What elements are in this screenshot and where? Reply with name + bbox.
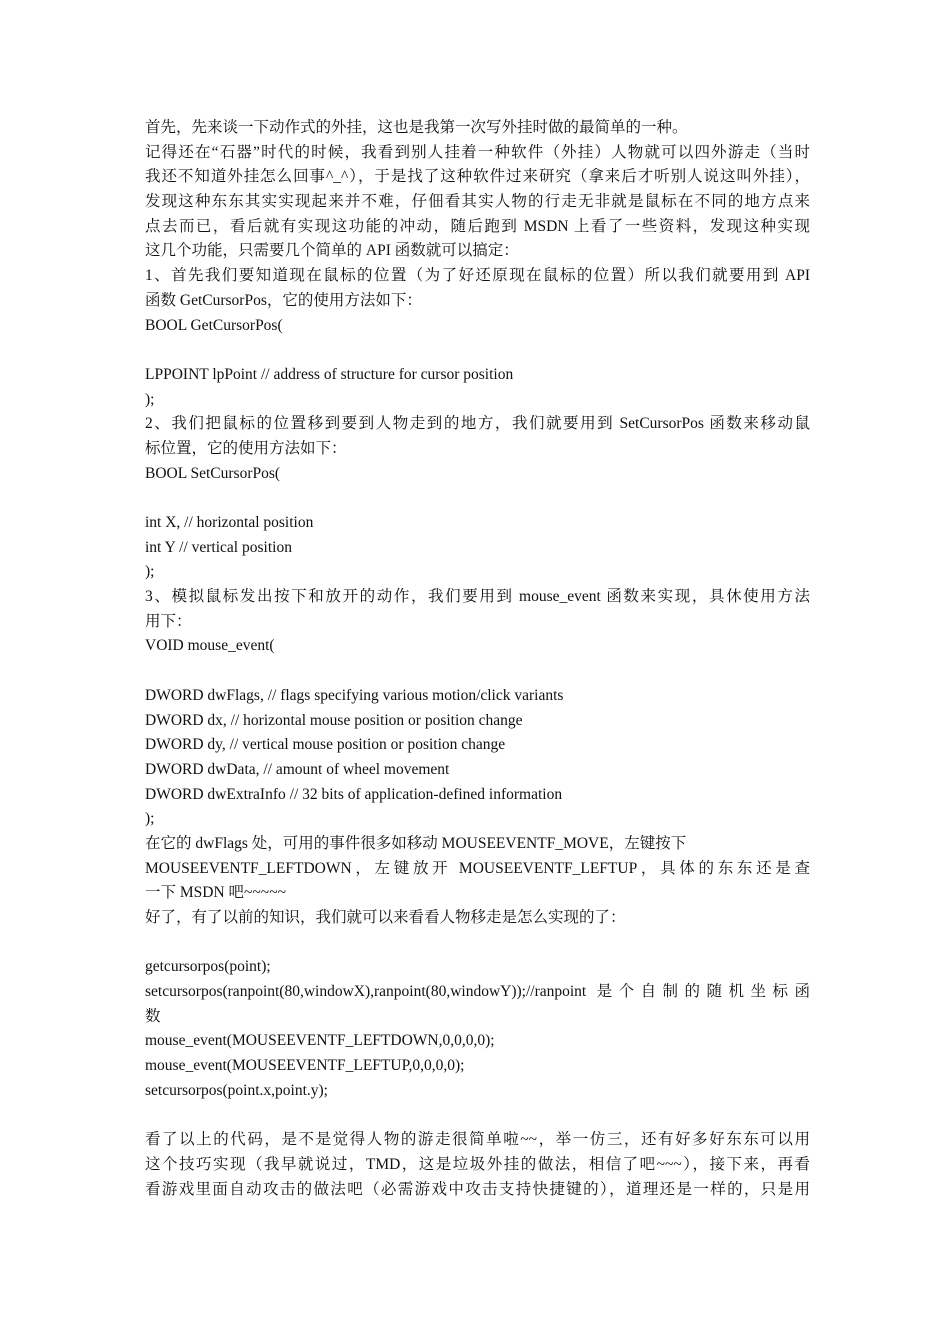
text-line-17: 看了以上的代码，是不是觉得人物的游走很简单啦~~，举一仿三，还有好多好东东可以用 [145, 1131, 810, 1149]
text-line-9: 2、我们把鼠标的位置移到要到人物走到的地方，我们就要用到 SetCursorPos 函数来移动鼠 [145, 415, 810, 433]
text-line-8: 函数 GetCursorPos，它的使用方法如下： [145, 291, 422, 309]
code-line-4: BOOL SetCursorPos( [145, 464, 281, 482]
code-line-14: ); [145, 810, 155, 828]
blank-line [145, 1104, 810, 1129]
code-line-2: LPPOINT lpPoint // address of structure for cursor position [145, 365, 514, 383]
blank-line [145, 338, 810, 363]
text-line-19: 看游戏里面自动攻击的做法吧（必需游戏中攻击支持快捷键的），道理还是一样的，只是用 [145, 1180, 810, 1198]
code-line-20: setcursorpos(point.x,point.y); [145, 1081, 328, 1099]
code-line-1: BOOL GetCursorPos( [145, 316, 283, 334]
code-line-17: 数 [145, 1007, 161, 1025]
code-line-9: DWORD dwFlags, // flags specifying various motion/click variants [145, 686, 564, 704]
text-line-1: 首先，先来谈一下动作式的外挂，这也是我第一次写外挂时做的最简单的一种。 [145, 119, 688, 136]
code-line-19: mouse_event(MOUSEEVENTF_LEFTUP,0,0,0,0); [145, 1057, 465, 1075]
text-line-4: 发现这种东东其实实现起来并不难，仔佃看其实人物的行走无非就是鼠标在不同的地方点来 [145, 193, 810, 211]
code-line-13: DWORD dwExtraInfo // 32 bits of application-defined information [145, 785, 563, 803]
blank-line [145, 659, 810, 684]
code-line-5: int X, // horizontal position [145, 514, 314, 531]
text-line-14: MOUSEEVENTF_LEFTDOWN，左键放开 MOUSEEVENTF_LEFTUP，具体的东东还是查 [145, 859, 810, 877]
document-body [145, 116, 810, 1202]
code-line-7: ); [145, 563, 155, 581]
text-line-5: 点去而已，看后就有实现这功能的冲动，随后跑到 MSDN 上看了一些资料，发现这种实现 [145, 217, 810, 235]
text-line-18: 这个技巧实现（我早就说过，TMD，这是垃圾外挂的做法，相信了吧~~~），接下来，再看 [145, 1155, 810, 1173]
text-line-16: 好了，有了以前的知识，我们就可以来看看人物移走是怎么实现的了： [145, 909, 626, 926]
text-line-3: 我还不知道外挂怎么回事^_^），于是找了这种软件过来研究（拿来后才听别人说这叫外挂）， [145, 168, 810, 186]
text-line-6: 这几个功能，只需要几个简单的 API 函数就可以搞定： [145, 242, 519, 260]
code-line-12: DWORD dwData, // amount of wheel movement [145, 760, 450, 778]
text-line-10: 标位置，它的使用方法如下： [145, 439, 347, 457]
code-line-18: mouse_event(MOUSEEVENTF_LEFTDOWN,0,0,0,0); [145, 1032, 495, 1050]
blank-line [145, 486, 810, 511]
code-line-10: DWORD dx, // horizontal mouse position or position change [145, 711, 523, 729]
text-line-12: 用下： [145, 612, 192, 630]
blank-line [145, 931, 810, 956]
text-line-7: 1、首先我们要知道现在鼠标的位置（为了好还原现在鼠标的位置）所以我们就要用到 API [145, 267, 810, 285]
text-line-13: 在它的 dwFlags 处，可用的事件很多如移动 MOUSEEVENTF_MOVE，左键按下 [145, 834, 687, 852]
code-line-8: VOID mouse_event( [145, 637, 275, 655]
code-line-16: setcursorpos(ranpoint(80,windowX),ranpoint(80,windowY));//ranpoint 是个自制的随机坐标函 [145, 983, 810, 1001]
code-line-3: ); [145, 390, 155, 408]
code-line-6: int Y // vertical position [145, 538, 292, 556]
text-line-15: 一下 MSDN 吧~~~~~ [145, 884, 286, 902]
text-line-2: 记得还在“石器”时代的时候，我看到别人挂着一种软件（外挂）人物就可以四外游走（当时 [145, 143, 810, 161]
code-line-11: DWORD dy, // vertical mouse position or position change [145, 736, 506, 754]
text-line-11: 3、模拟鼠标发出按下和放开的动作，我们要用到 mouse_event 函数来实现，具休使用方法 [145, 588, 810, 606]
code-line-15: getcursorpos(point); [145, 958, 271, 976]
